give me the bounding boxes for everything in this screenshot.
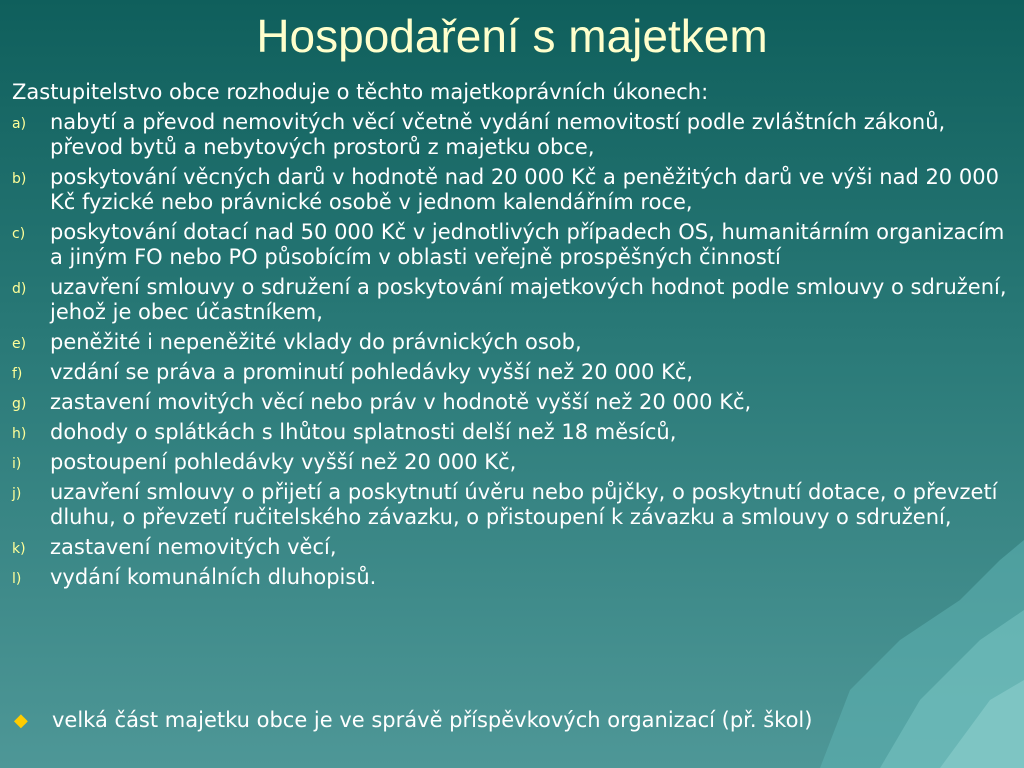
list-item [12, 220, 1012, 270]
intro-text: Zastupitelstvo obce rozhoduje o těchto majetkoprávních úkonech: [12, 80, 709, 104]
list-item [12, 110, 1012, 160]
list-marker: g) [12, 396, 27, 412]
list-item-text: vzdání se práva a prominutí pohledávky vyšší než 20 000 Kč, [50, 360, 694, 384]
list-marker: l) [12, 571, 22, 587]
list-marker: b) [12, 171, 27, 187]
list-marker: e) [12, 336, 27, 352]
ordered-list [12, 110, 1012, 590]
list-item-text: poskytování dotací nad 50 000 Kč v jednotlivých případech OS, humanitárním organizacím a jiným FO nebo PO působícím v oblasti veřejně prospěšných činností [50, 220, 1005, 269]
list-item-text: postoupení pohledávky vyšší než 20 000 Kč, [50, 450, 517, 474]
list-item-text: uzavření smlouvy o sdružení a poskytování majetkových hodnot podle smlouvy o sdružení, jehož je obec účastníkem, [50, 275, 1007, 324]
list-item-text: nabytí a převod nemovitých věcí včetně vydání nemovitostí podle zvláštních zákonů, převod bytů a nebytových prostorů z majetku obce, [50, 110, 946, 159]
slide-content [12, 78, 1012, 595]
list-marker: h) [12, 426, 27, 442]
list-marker: i) [12, 456, 22, 472]
list-item-text: zastavení nemovitých věcí, [50, 535, 337, 559]
list-item-text: peněžité i nepeněžité vklady do právnických osob, [50, 330, 582, 354]
list-item-text: dohody o splátkách s lhůtou splatnosti delší než 18 měsíců, [50, 420, 677, 444]
iceberg-shape [880, 610, 1024, 768]
list-item-text: zastavení movitých věcí nebo práv v hodnotě vyšší než 20 000 Kč, [50, 390, 752, 414]
list-item [12, 535, 1012, 560]
list-item-text: uzavření smlouvy o přijetí a poskytnutí úvěru nebo půjčky, o poskytnutí dotace, o převzetí dluhu, o převzetí ručitelského závazku, o přistoupení k závazku a smlouvy o sdružení, [50, 480, 998, 529]
list-marker: a) [12, 116, 27, 132]
list-item [12, 450, 1012, 475]
list-marker: d) [12, 281, 27, 297]
slide-title: Hospodaření s majetkem [256, 10, 768, 62]
list-marker: f) [12, 366, 23, 382]
list-item [12, 390, 1012, 415]
list-item [12, 420, 1012, 445]
list-marker: c) [12, 226, 26, 242]
list-item [12, 565, 1012, 590]
list-item-text: poskytování věcných darů v hodnotě nad 20 000 Kč a peněžitých darů ve výši nad 20 000 Kč fyzické nebo právnické osobě v jednom kalendářním roce, [50, 165, 999, 214]
list-item-text: vydání komunálních dluhopisů. [50, 565, 377, 589]
diamond-bullet-icon: ◆ [14, 709, 28, 731]
list-item [12, 360, 1012, 385]
list-marker: j) [12, 486, 22, 502]
list-item [12, 330, 1012, 355]
bullet-point [12, 706, 1012, 734]
list-item [12, 480, 1012, 530]
bullet-text: velká část majetku obce je ve správě příspěvkových organizací (př. škol) [52, 708, 813, 732]
list-item [12, 275, 1012, 325]
list-marker: k) [12, 541, 26, 557]
list-item [12, 165, 1012, 215]
